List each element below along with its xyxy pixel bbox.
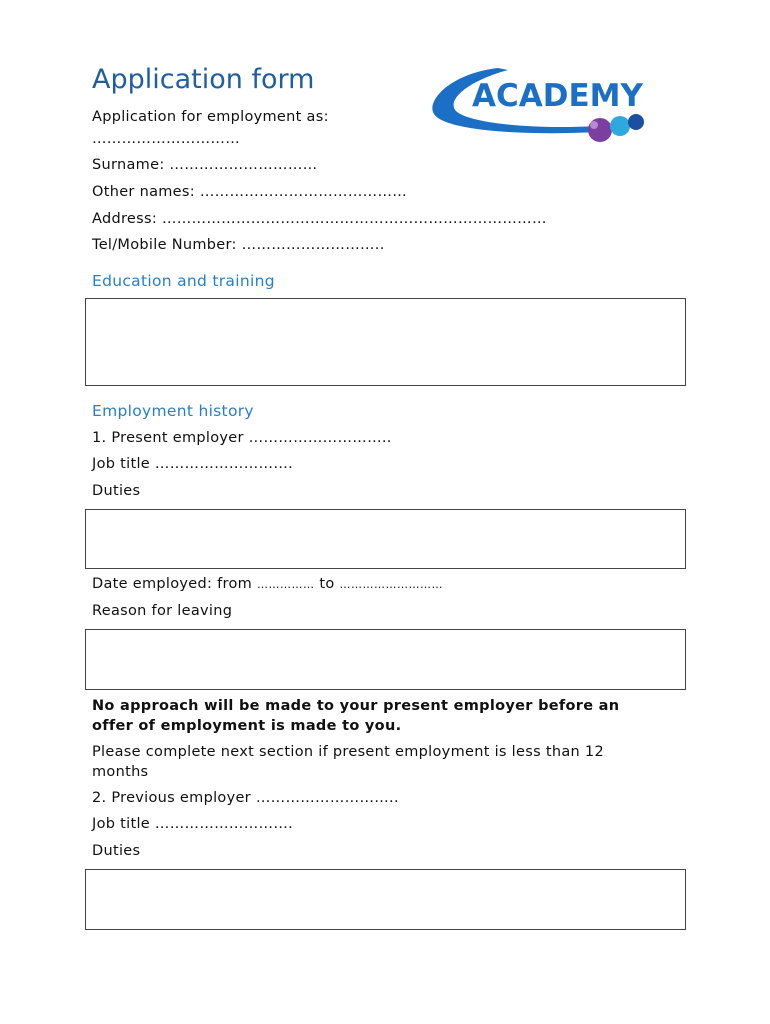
employer-notice: No approach will be made to your present employer before an offer of employment is made to you. <box>92 698 620 734</box>
date-from-field[interactable]: …………… <box>256 578 315 591</box>
employment-as-label: Application for employment as: <box>92 109 329 125</box>
address-field[interactable]: Address: …………………………………………………………………… <box>92 211 547 227</box>
previous-employer-field[interactable]: 2. Previous employer ……………………….. <box>92 790 399 806</box>
job-title-field-2[interactable]: Job title ………………………. <box>92 816 294 832</box>
surname-field[interactable]: Surname: ………………………… <box>92 157 318 173</box>
present-employer-field[interactable]: 1. Present employer ……………………….. <box>92 430 392 446</box>
previous-employment-instruction: Please complete next section if present employment is less than 12 months <box>92 744 604 780</box>
date-to-field[interactable]: ……………………… <box>339 578 443 591</box>
employment-as-field[interactable]: ………………………… <box>92 131 240 147</box>
date-employed-row <box>92 576 443 592</box>
academy-logo <box>428 62 680 148</box>
duties-box-2[interactable] <box>85 869 686 930</box>
duties-label-1: Duties <box>92 483 141 499</box>
employment-heading: Employment history <box>92 402 254 420</box>
duties-label-2: Duties <box>92 843 141 859</box>
logo-wordmark: ACADEMY <box>472 78 643 114</box>
education-heading: Education and training <box>92 272 275 290</box>
job-title-field-1[interactable]: Job title ………………………. <box>92 456 294 472</box>
tel-field[interactable]: Tel/Mobile Number: ……………………….. <box>92 237 385 253</box>
other-names-field[interactable]: Other names: …………………………………… <box>92 184 408 200</box>
duties-box-1[interactable] <box>85 509 686 569</box>
reason-for-leaving-label: Reason for leaving <box>92 603 233 619</box>
date-to-label: to <box>319 576 335 592</box>
reason-for-leaving-box[interactable] <box>85 629 686 690</box>
date-employed-label: Date employed: from <box>92 576 253 592</box>
education-box[interactable] <box>85 298 686 386</box>
page-title: Application form <box>92 64 315 95</box>
